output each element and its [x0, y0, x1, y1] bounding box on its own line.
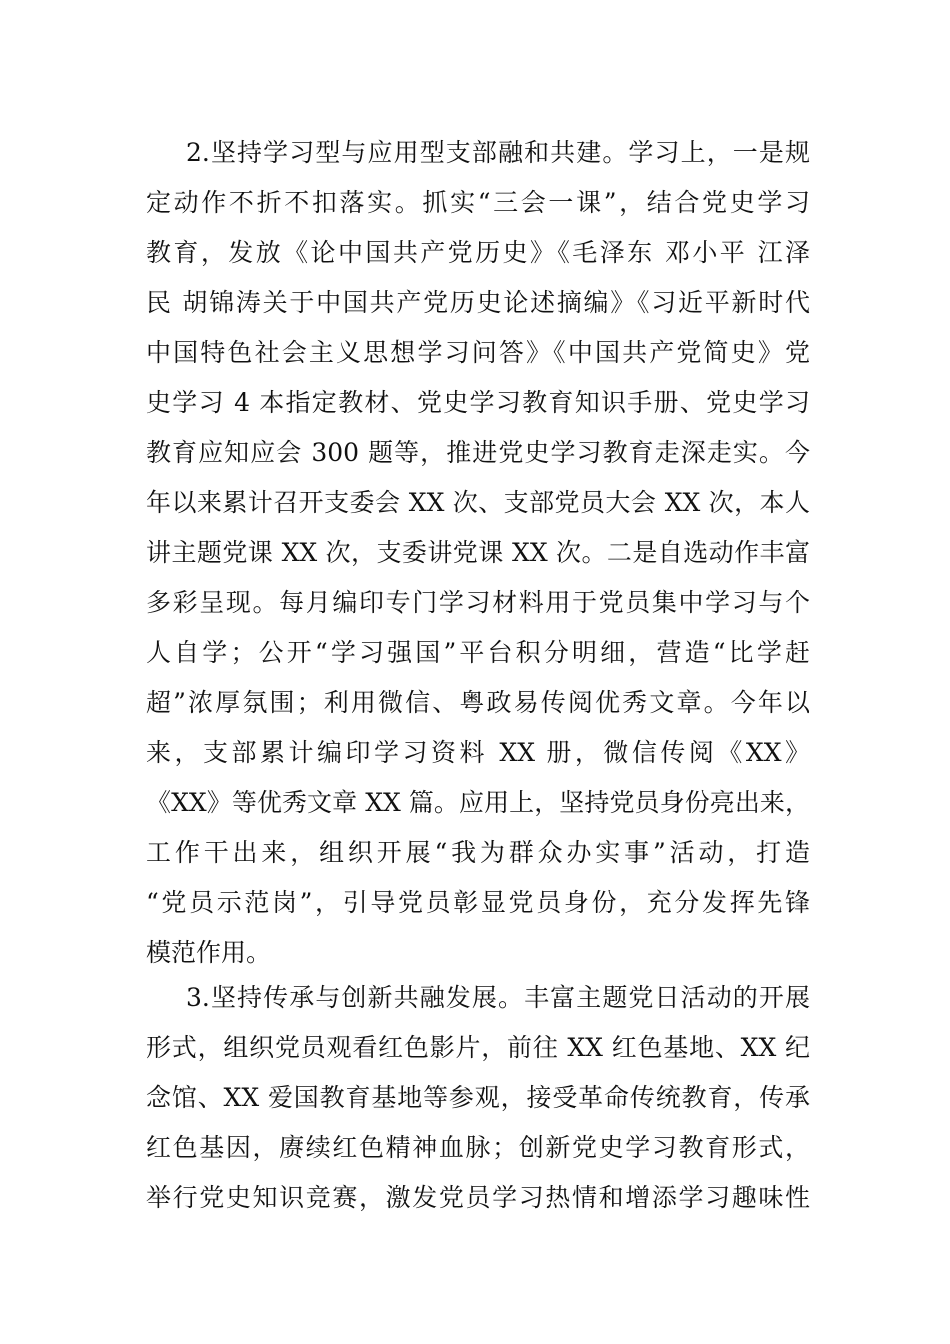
text-line: 形式，组织党员观看红色影片，前往 XX 红色基地、XX 纪 — [146, 1033, 810, 1062]
text-line: 中国特色社会主义思想学习问答》《中国共产党简史》党 — [146, 338, 810, 367]
text-line: 定动作不折不扣落实。抓实“三会一课”，结合党史学习 — [146, 188, 810, 217]
text-line: 民 胡锦涛关于中国共产党历史论述摘编》《习近平新时代 — [146, 288, 810, 317]
text-line: 红色基因，赓续红色精神血脉；创新党史学习教育形式， — [146, 1133, 810, 1162]
paragraph-3 — [146, 973, 810, 1223]
text-line: 工作干出来，组织开展“我为群众办实事”活动，打造 — [146, 838, 810, 867]
text-line: 超”浓厚氛围；利用微信、粤政易传阅优秀文章。今年以 — [146, 688, 810, 717]
text-line: 《XX》等优秀文章 XX 篇。应用上，坚持党员身份亮出来， — [146, 788, 810, 817]
text-line: 史学习 4 本指定教材、党史学习教育知识手册、党史学习 — [146, 388, 810, 417]
text-line: 举行党史知识竞赛，激发党员学习热情和增添学习趣味性 — [146, 1183, 810, 1212]
paragraph-2 — [146, 128, 810, 978]
text-line: 教育，发放《论中国共产党历史》《毛泽东 邓小平 江泽 — [146, 238, 810, 267]
text-line: 念馆、XX 爱国教育基地等参观，接受革命传统教育，传承 — [146, 1083, 810, 1112]
text-line: “党员示范岗”，引导党员彰显党员身份，充分发挥先锋 — [146, 888, 810, 917]
text-line: 教育应知应会 300 题等，推进党史学习教育走深走实。今 — [146, 438, 810, 467]
text-line: 多彩呈现。每月编印专门学习材料用于党员集中学习与个 — [146, 588, 810, 617]
text-line: 人自学；公开“学习强国”平台积分明细，营造“比学赶 — [146, 638, 810, 667]
text-line: 年以来累计召开支委会 XX 次、支部党员大会 XX 次，本人 — [146, 488, 810, 517]
text-line: 模范作用。 — [146, 938, 272, 967]
text-line: 讲主题党课 XX 次，支委讲党课 XX 次。二是自选动作丰富 — [146, 538, 810, 567]
text-line: 2.坚持学习型与应用型支部融和共建。学习上，一是规 — [186, 138, 810, 167]
text-line: 3.坚持传承与创新共融发展。丰富主题党日活动的开展 — [186, 983, 810, 1012]
text-line: 来，支部累计编印学习资料 XX 册，微信传阅《XX》 — [146, 738, 810, 767]
